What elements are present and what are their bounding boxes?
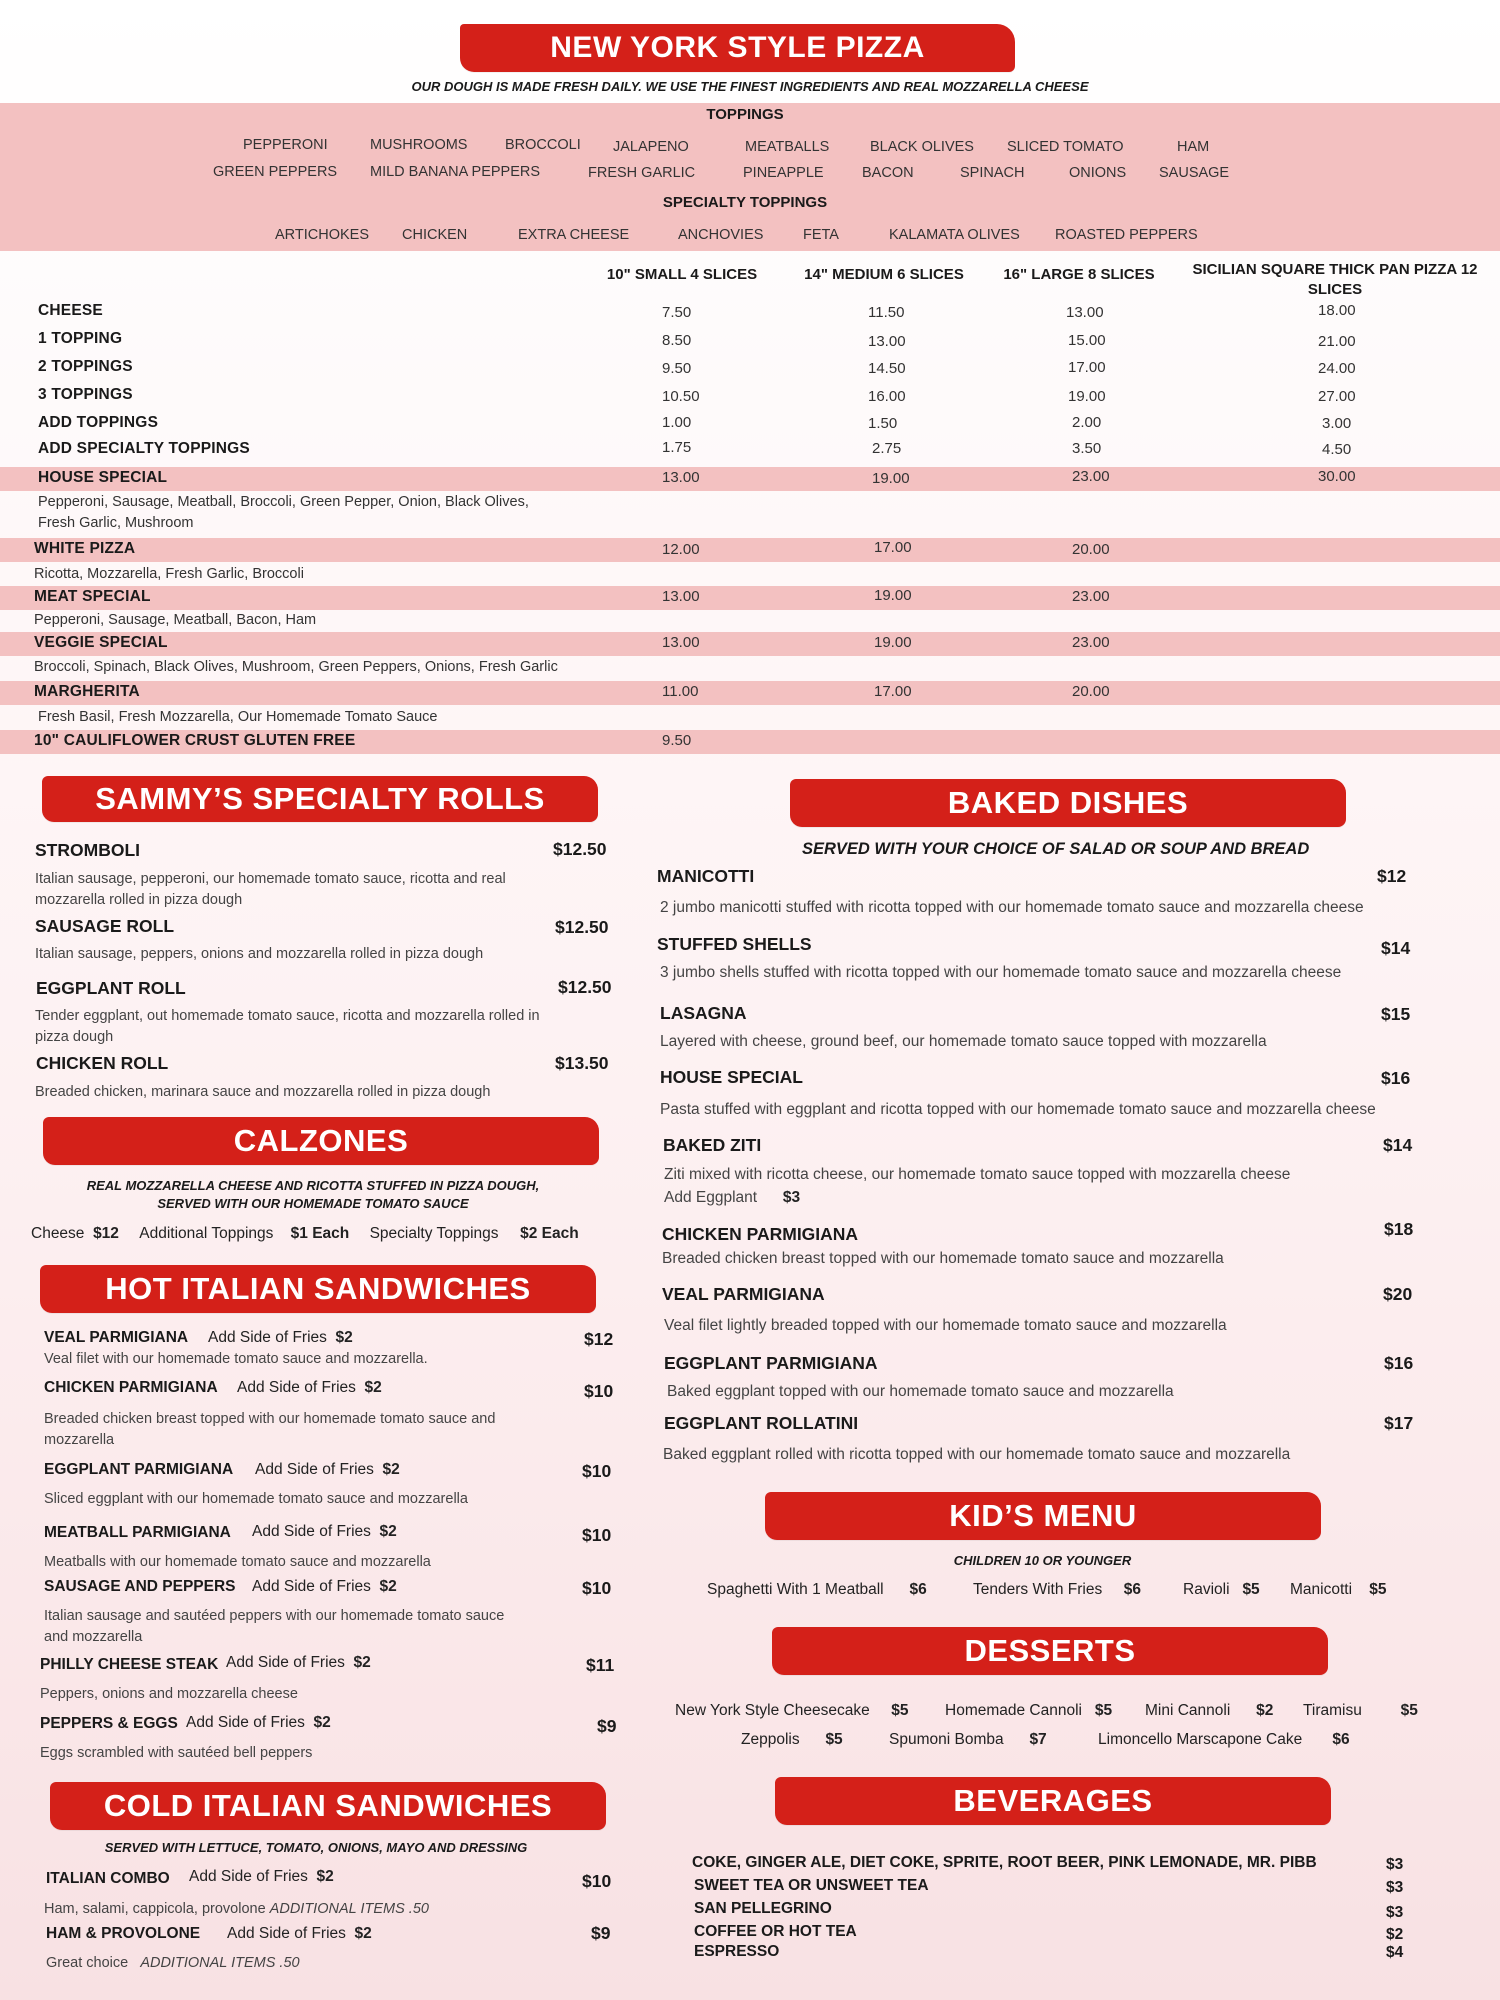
pizza-price: 3.00 xyxy=(1322,415,1352,432)
header-banner xyxy=(460,24,1015,72)
desserts-banner xyxy=(772,1627,1328,1675)
section-subtitle: SERVED WITH YOUR CHOICE OF SALAD OR SOUP AND BREAD xyxy=(802,840,1310,858)
menu-item-name: LASAGNA xyxy=(660,1003,747,1023)
menu-item-price: $14 xyxy=(1383,1135,1413,1155)
menu-item-desc: Eggs scrambled with sautéed bell peppers xyxy=(40,1745,313,1761)
menu-item-price: $12 xyxy=(584,1329,614,1349)
topping-item: SPINACH xyxy=(960,165,1025,181)
dessert-item: Spumoni Bomba $7 xyxy=(889,1731,1047,1748)
menu-item-desc: pizza dough xyxy=(35,1029,114,1045)
side-note: Add Side of Fries $2 xyxy=(208,1329,353,1346)
size-header-large: 16" LARGE 8 SLICES xyxy=(1003,266,1155,283)
special-desc: Pepperoni, Sausage, Meatball, Broccoli, Green Pepper, Onion, Black Olives, xyxy=(38,494,529,510)
menu-item-desc: mozzarella xyxy=(44,1432,115,1448)
topping-item: BROCCOLI xyxy=(505,137,581,153)
menu-item-desc: Baked eggplant topped with our homemade tomato sauce and mozzarella xyxy=(667,1383,1174,1400)
specialty-topping-item: FETA xyxy=(803,227,839,243)
calzones-banner xyxy=(43,1117,599,1165)
menu-item-price: $20 xyxy=(1383,1284,1413,1304)
menu-item-desc: Layered with cheese, ground beef, our homemade tomato sauce topped with mozzarella xyxy=(660,1033,1267,1050)
section-subtitle: REAL MOZZARELLA CHEESE AND RICOTTA STUFFED IN PIZZA DOUGH, xyxy=(86,1178,540,1193)
pizza-price: 13.00 xyxy=(868,333,906,350)
pizza-price: 15.00 xyxy=(1068,332,1106,349)
specialty-topping-item: CHICKEN xyxy=(402,227,468,243)
special-desc: Ricotta, Mozzarella, Fresh Garlic, Broccoli xyxy=(34,566,304,582)
topping-item: PEPPERONI xyxy=(243,137,328,153)
menu-item-desc: Peppers, onions and mozzarella cheese xyxy=(40,1686,298,1702)
beverage-item: COFFEE OR HOT TEA xyxy=(694,1923,857,1940)
menu-item-price: $12 xyxy=(1377,866,1407,886)
menu-item-name: MEATBALL PARMIGIANA xyxy=(44,1524,231,1541)
menu-item-desc: Ham, salami, cappicola, provolone ADDITIONAL ITEMS .50 xyxy=(44,1901,429,1917)
menu-item-name: EGGPLANT ROLLATINI xyxy=(664,1413,859,1433)
cold-sandwiches-banner xyxy=(50,1782,606,1830)
dessert-item: Tiramisu $5 xyxy=(1303,1702,1418,1719)
pizza-price: 17.00 xyxy=(874,539,912,556)
special-label: MARGHERITA xyxy=(34,683,140,700)
topping-item: BLACK OLIVES xyxy=(870,139,974,155)
menu-item-name: EGGPLANT PARMIGIANA xyxy=(664,1353,878,1373)
menu-item-price: $16 xyxy=(1381,1068,1411,1088)
toppings-title: TOPPINGS xyxy=(706,106,784,123)
dessert-item: Limoncello Marscapone Cake $6 xyxy=(1098,1731,1350,1748)
pizza-price: 19.00 xyxy=(1068,388,1106,405)
pizza-price: 17.00 xyxy=(1068,359,1106,376)
pizza-price: 27.00 xyxy=(1318,388,1356,405)
topping-item: JALAPENO xyxy=(613,139,689,155)
menu-item-desc: Meatballs with our homemade tomato sauce and mozzarella xyxy=(44,1554,431,1570)
menu-item-name: VEAL PARMIGIANA xyxy=(44,1329,189,1346)
menu-item-name: ITALIAN COMBO xyxy=(46,1870,170,1887)
menu-item-desc: and mozzarella xyxy=(44,1629,143,1645)
topping-item: SAUSAGE xyxy=(1159,165,1230,181)
special-row-band xyxy=(0,586,1500,610)
beverage-item: SWEET TEA OR UNSWEET TEA xyxy=(694,1877,929,1894)
menu-item-price: $14 xyxy=(1381,938,1411,958)
calzone-add-price: $1 Each xyxy=(290,1225,350,1242)
menu-item-desc: Breaded chicken, marinara sauce and mozzarella rolled in pizza dough xyxy=(35,1084,491,1100)
specialty-topping-item: ANCHOVIES xyxy=(678,227,764,243)
page-title: NEW YORK STYLE PIZZA xyxy=(550,31,925,64)
topping-item: SLICED TOMATO xyxy=(1007,139,1124,155)
menu-item-price: $10 xyxy=(582,1461,612,1481)
menu-item-desc: Italian sausage, peppers, onions and mozzarella rolled in pizza dough xyxy=(35,946,484,962)
specialty-topping-item: ARTICHOKES xyxy=(275,227,370,243)
pizza-price: 1.00 xyxy=(662,414,692,431)
menu-item-desc: 2 jumbo manicotti stuffed with ricotta topped with our homemade tomato sauce and mozzarella cheese xyxy=(660,899,1364,916)
menu-item-name: PHILLY CHEESE STEAK xyxy=(40,1656,219,1673)
pizza-price: 18.00 xyxy=(1318,302,1356,319)
size-header-small: 10" SMALL 4 SLICES xyxy=(606,266,758,283)
menu-item-name: VEAL PARMIGIANA xyxy=(662,1284,825,1304)
menu-item-name: CHICKEN PARMIGIANA xyxy=(662,1224,859,1244)
special-label: HOUSE SPECIAL xyxy=(38,469,168,486)
menu-item-desc: Pasta stuffed with eggplant and ricotta topped with our homemade tomato sauce and mozzarella cheese xyxy=(660,1101,1376,1118)
pizza-price: 30.00 xyxy=(1318,468,1356,485)
size-header-sicilian: SICILIAN SQUARE THICK PAN PIZZA 12 SLICES xyxy=(1192,261,1478,298)
menu-item-desc: Great choice ADDITIONAL ITEMS .50 xyxy=(46,1955,300,1971)
kids-item: Ravioli $5 xyxy=(1183,1581,1260,1598)
menu-item-price: $10 xyxy=(582,1871,612,1891)
specialty-toppings-title: SPECIALTY TOPPINGS xyxy=(662,194,828,211)
side-note: Add Side of Fries $2 xyxy=(237,1379,382,1396)
menu-item-price: $13.50 xyxy=(555,1053,609,1073)
menu-item-desc: Veal filet with our homemade tomato sauce and mozzarella. xyxy=(44,1351,428,1367)
menu-item-name: EGGPLANT ROLL xyxy=(36,978,186,998)
calzone-specialty-toppings: Specialty Toppings xyxy=(369,1225,499,1242)
menu-item-name: HOUSE SPECIAL xyxy=(660,1067,803,1087)
side-note: Add Side of Fries $2 xyxy=(226,1654,371,1671)
special-desc: Pepperoni, Sausage, Meatball, Bacon, Ham xyxy=(34,612,317,628)
dessert-item: Mini Cannoli $2 xyxy=(1145,1702,1274,1719)
kids-item: Manicotti $5 xyxy=(1290,1581,1387,1598)
pizza-price: 14.50 xyxy=(868,360,906,377)
pizza-price: 19.00 xyxy=(872,470,910,487)
pizza-price: 19.00 xyxy=(874,587,912,604)
special-label: VEGGIE SPECIAL xyxy=(34,634,168,651)
pizza-price: 9.50 xyxy=(662,732,692,749)
menu-item-name: PEPPERS & EGGS xyxy=(40,1715,178,1732)
side-note: Add Side of Fries $2 xyxy=(252,1523,397,1540)
pizza-price: 13.00 xyxy=(662,469,700,486)
calzone-cheese: Cheese xyxy=(31,1225,85,1242)
pizza-price: 7.50 xyxy=(662,304,692,321)
size-header-medium: 14" MEDIUM 6 SLICES xyxy=(804,266,964,283)
pizza-price: 23.00 xyxy=(1072,634,1110,651)
side-note: Add Side of Fries $2 xyxy=(252,1578,397,1595)
topping-item: ONIONS xyxy=(1069,165,1127,181)
baked-banner xyxy=(790,779,1346,827)
kids-item: Tenders With Fries $6 xyxy=(973,1581,1141,1598)
section-subtitle: CHILDREN 10 OR YOUNGER xyxy=(953,1553,1132,1568)
topping-item: HAM xyxy=(1177,139,1210,155)
kids-item: Spaghetti With 1 Meatball $6 xyxy=(707,1581,927,1598)
menu-item-price: $18 xyxy=(1384,1219,1414,1239)
menu-item-name: CHICKEN PARMIGIANA xyxy=(44,1379,218,1396)
pizza-price: 11.50 xyxy=(868,304,905,321)
special-row-band xyxy=(0,538,1500,562)
pizza-price: 4.50 xyxy=(1322,441,1352,458)
topping-item: MILD BANANA PEPPERS xyxy=(370,164,541,180)
pizza-price: 2.75 xyxy=(872,440,902,457)
hot-sandwiches-banner xyxy=(40,1265,596,1313)
section-title: BAKED DISHES xyxy=(947,785,1189,820)
beverage-price: $3 xyxy=(1386,1904,1404,1921)
dessert-item: Zeppolis $5 xyxy=(741,1731,843,1748)
menu-item-name: STROMBOLI xyxy=(35,840,140,860)
pizza-price: 12.00 xyxy=(662,541,700,558)
pizza-price: 13.00 xyxy=(662,634,700,651)
beverages-banner xyxy=(775,1777,1331,1825)
beverage-price: $3 xyxy=(1386,1856,1404,1873)
menu-item-desc: mozzarella rolled in pizza dough xyxy=(35,892,243,908)
pizza-price: 17.00 xyxy=(874,683,912,700)
menu-item-price: $10 xyxy=(582,1578,612,1598)
special-row-band xyxy=(0,632,1500,656)
menu-item-desc: Baked eggplant rolled with ricotta topped with our homemade tomato sauce and mozzarella xyxy=(663,1446,1291,1463)
special-desc: Broccoli, Spinach, Black Olives, Mushroom, Green Peppers, Onions, Fresh Garlic xyxy=(34,659,558,675)
menu-item-price: $16 xyxy=(1384,1353,1414,1373)
addon-line: Add Eggplant $3 xyxy=(664,1189,801,1206)
pizza-price: 24.00 xyxy=(1318,360,1356,377)
specialty-topping-item: ROASTED PEPPERS xyxy=(1055,227,1198,243)
special-row-band xyxy=(0,467,1500,491)
side-note: Add Side of Fries $2 xyxy=(255,1461,400,1478)
menu-item-desc: Italian sausage, pepperoni, our homemade tomato sauce, ricotta and real xyxy=(35,871,506,887)
pizza-row-label: 3 TOPPINGS xyxy=(38,386,133,403)
menu-item-name: BAKED ZITI xyxy=(663,1135,762,1155)
calzone-spec-price: $2 Each xyxy=(520,1225,579,1242)
pizza-row-label: ADD TOPPINGS xyxy=(38,414,159,431)
menu-item-desc: 3 jumbo shells stuffed with ricotta topped with our homemade tomato sauce and mozzarella cheese xyxy=(660,964,1342,981)
section-title: DESSERTS xyxy=(964,1633,1136,1668)
section-title: COLD ITALIAN SANDWICHES xyxy=(103,1788,553,1823)
menu-item-desc: Breaded chicken breast topped with our homemade tomato sauce and mozzarella xyxy=(662,1250,1224,1267)
section-title: KID’S MENU xyxy=(949,1498,1137,1533)
pizza-row-label: 2 TOPPINGS xyxy=(38,358,133,375)
menu-item-price: $12.50 xyxy=(558,977,612,997)
menu-item-price: $10 xyxy=(584,1381,614,1401)
beverage-item: SAN PELLEGRINO xyxy=(694,1900,832,1917)
section-title: BEVERAGES xyxy=(953,1783,1153,1818)
menu-item-name: SAUSAGE AND PEPPERS xyxy=(44,1578,236,1595)
pizza-price: 3.50 xyxy=(1072,440,1102,457)
pizza-row-label: ADD SPECIALTY TOPPINGS xyxy=(38,440,250,457)
pizza-price: 23.00 xyxy=(1072,468,1110,485)
pizza-row-label: 1 TOPPING xyxy=(38,330,123,347)
pizza-price: 8.50 xyxy=(662,332,692,349)
beverage-price: $3 xyxy=(1386,1879,1404,1896)
pizza-price: 13.00 xyxy=(1066,304,1104,321)
topping-item: MEATBALLS xyxy=(745,139,830,155)
topping-item: BACON xyxy=(862,165,914,181)
section-title: HOT ITALIAN SANDWICHES xyxy=(105,1271,531,1306)
menu-item-desc: Ziti mixed with ricotta cheese, our homemade tomato sauce topped with mozzarella cheese xyxy=(664,1166,1291,1183)
menu-item-name: STUFFED SHELLS xyxy=(657,934,812,954)
side-note: Add Side of Fries $2 xyxy=(189,1868,334,1885)
special-label: 10" CAULIFLOWER CRUST GLUTEN FREE xyxy=(34,732,356,749)
menu-item-desc: Sliced eggplant with our homemade tomato sauce and mozzarella xyxy=(44,1491,468,1507)
menu-item-name: HAM & PROVOLONE xyxy=(46,1925,201,1942)
menu-item-price: $12.50 xyxy=(553,839,607,859)
pizza-price: 1.50 xyxy=(868,415,898,432)
menu-item-price: $9 xyxy=(591,1923,611,1943)
menu-item-desc: Breaded chicken breast topped with our homemade tomato sauce and xyxy=(44,1411,496,1427)
menu-item-name: MANICOTTI xyxy=(657,866,755,886)
special-row-band xyxy=(0,681,1500,705)
dessert-item: New York Style Cheesecake $5 xyxy=(675,1702,909,1719)
pizza-price: 1.75 xyxy=(662,439,692,456)
topping-item: GREEN PEPPERS xyxy=(213,164,338,180)
special-desc: Fresh Basil, Fresh Mozzarella, Our Homemade Tomato Sauce xyxy=(38,709,438,725)
specialty-topping-item: KALAMATA OLIVES xyxy=(889,227,1020,243)
topping-item: FRESH GARLIC xyxy=(588,165,696,181)
dessert-item: Homemade Cannoli $5 xyxy=(945,1702,1113,1719)
rolls-banner xyxy=(42,776,598,822)
calzone-price-line xyxy=(31,1225,579,1243)
menu-item-price: $10 xyxy=(582,1525,612,1545)
pizza-price: 2.00 xyxy=(1072,414,1102,431)
menu-item-price: $15 xyxy=(1381,1004,1411,1024)
kids-banner xyxy=(765,1492,1321,1540)
topping-item: PINEAPPLE xyxy=(743,165,824,181)
special-label: MEAT SPECIAL xyxy=(34,588,151,605)
beverage-price: $4 xyxy=(1386,1944,1404,1961)
menu-item-price: $9 xyxy=(597,1716,617,1736)
pizza-price: 9.50 xyxy=(662,360,692,377)
pizza-price: 19.00 xyxy=(874,634,912,651)
specialty-topping-item: EXTRA CHEESE xyxy=(518,227,630,243)
section-title: CALZONES xyxy=(233,1123,409,1158)
special-label: WHITE PIZZA xyxy=(34,540,136,557)
pizza-price: 20.00 xyxy=(1072,541,1110,558)
pizza-price: 13.00 xyxy=(662,588,700,605)
menu-item-price: $12.50 xyxy=(555,917,609,937)
menu-item-desc: Tender eggplant, out homemade tomato sauce, ricotta and mozzarella rolled in xyxy=(35,1008,540,1024)
pizza-price: 16.00 xyxy=(868,388,906,405)
section-subtitle: SERVED WITH LETTUCE, TOMATO, ONIONS, MAYO AND DRESSING xyxy=(104,1840,528,1855)
side-note: Add Side of Fries $2 xyxy=(186,1714,331,1731)
pizza-price: 11.00 xyxy=(662,683,699,700)
menu-item-desc: Italian sausage and sautéed peppers with our homemade tomato sauce xyxy=(44,1608,505,1624)
menu-item-name: EGGPLANT PARMIGIANA xyxy=(44,1461,234,1478)
menu-item-name: SAUSAGE ROLL xyxy=(35,916,175,936)
calzone-cheese-price: $12 xyxy=(93,1225,119,1242)
topping-item: MUSHROOMS xyxy=(370,137,468,153)
pizza-price: 21.00 xyxy=(1318,333,1356,350)
menu-item-price: $11 xyxy=(586,1655,615,1675)
menu-item-desc: Veal filet lightly breaded topped with our homemade tomato sauce and mozzarella xyxy=(664,1317,1227,1334)
beverage-item: ESPRESSO xyxy=(694,1943,780,1960)
beverage-item: COKE, GINGER ALE, DIET COKE, SPRITE, ROOT BEER, PINK LEMONADE, MR. PIBB xyxy=(692,1854,1317,1871)
special-desc: Fresh Garlic, Mushroom xyxy=(38,515,194,531)
pizza-row-label: CHEESE xyxy=(38,302,103,319)
pizza-price: 23.00 xyxy=(1072,588,1110,605)
side-note: Add Side of Fries $2 xyxy=(227,1925,372,1942)
menu-item-name: CHICKEN ROLL xyxy=(36,1053,169,1073)
beverage-price: $2 xyxy=(1386,1926,1404,1943)
pizza-price: 10.50 xyxy=(662,388,700,405)
section-title: SAMMY’S SPECIALTY ROLLS xyxy=(95,781,545,816)
tagline: OUR DOUGH IS MADE FRESH DAILY. WE USE THE FINEST INGREDIENTS AND REAL MOZZARELLA CHEESE xyxy=(411,79,1089,94)
calzone-add-toppings: Additional Toppings xyxy=(139,1225,274,1242)
section-subtitle: SERVED WITH OUR HOMEMADE TOMATO SAUCE xyxy=(157,1196,469,1211)
menu-item-price: $17 xyxy=(1384,1413,1414,1433)
pizza-price: 20.00 xyxy=(1072,683,1110,700)
